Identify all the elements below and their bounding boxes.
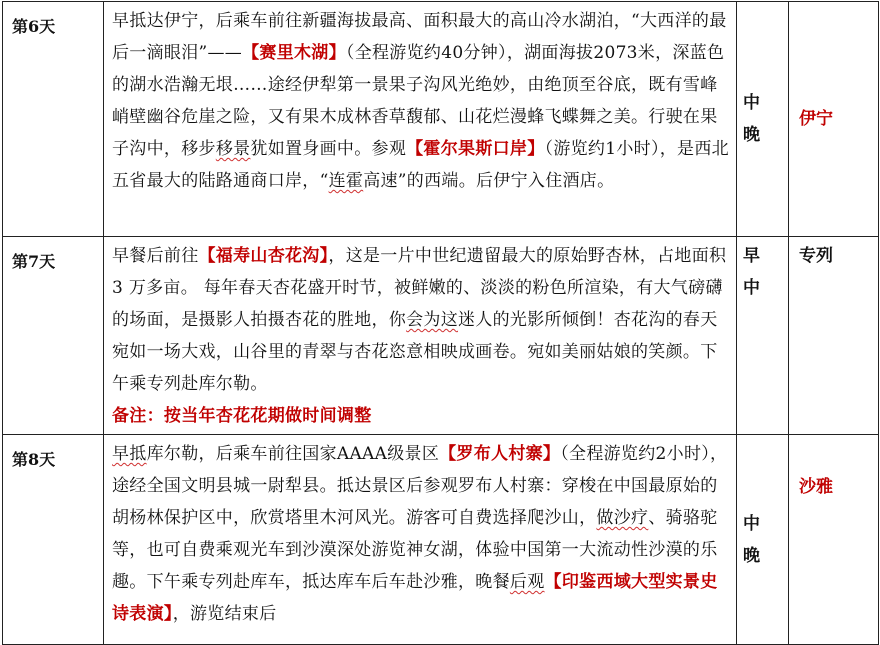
desc-text: 犹如置身画中。参观 bbox=[250, 139, 407, 159]
desc-text: （全程游览约2小时），途经全国文明县城一尉犁县。抵达景区后参观罗布人村寨：穿梭在中国最原始的胡杨林保护区中，欣赏塔里木河风光。游客可自费选择爬沙山， bbox=[112, 444, 728, 528]
desc-text: 连霍 bbox=[328, 171, 364, 191]
desc-text: ，这是一片中世纪遗留最大的原始野杏林，占地面积 3 万多亩。 每年春天杏花盛开时节，被鲜嫩的、淡淡的粉色所渲染，有大气磅礴的场面，是摄影人拍摄杏花的胜地，你 bbox=[112, 246, 727, 330]
meal-label: 晚 bbox=[743, 545, 760, 566]
day-description bbox=[104, 2, 737, 237]
hotel-cell: 沙雅 bbox=[789, 435, 879, 645]
meal-label: 中 bbox=[743, 278, 760, 298]
desc-text: 高速”的西端。后伊宁入住酒店。 bbox=[363, 171, 615, 191]
meal-label: 晚 bbox=[743, 125, 760, 145]
desc-text: 早餐后前往 bbox=[112, 246, 199, 266]
table-row bbox=[3, 237, 879, 435]
day-label: 第6天 bbox=[3, 2, 104, 237]
desc-text: 移景 bbox=[215, 139, 251, 159]
desc-text: ，游览结束后 bbox=[172, 604, 277, 624]
hotel-cell: 专列 bbox=[789, 237, 879, 435]
table-row bbox=[3, 435, 879, 645]
day-description bbox=[104, 237, 737, 435]
meals-cell bbox=[737, 2, 789, 237]
attraction-name: 【霍尔果斯口岸】 bbox=[406, 139, 545, 159]
desc-text: 后观 bbox=[509, 572, 545, 592]
day-description bbox=[104, 435, 737, 645]
itinerary-table bbox=[2, 1, 879, 645]
meal-label: 早 bbox=[743, 246, 760, 266]
attraction-name: 【赛里木湖】 bbox=[242, 43, 346, 63]
desc-text: （游览约1小时），是西北五省最大的陆路通商口岸，“ bbox=[112, 139, 729, 191]
attraction-name: 【罗布人村寨】 bbox=[439, 444, 561, 464]
desc-text: 会为这 bbox=[406, 310, 459, 330]
attraction-name: 【福寿山杏花沟】 bbox=[198, 246, 329, 266]
meals-cell bbox=[737, 237, 789, 435]
note-text: 备注：按当年杏花花期做时间调整 bbox=[112, 406, 372, 426]
desc-text: 早抵 bbox=[112, 444, 147, 464]
attraction-name: 【印鉴西域大型实景史诗表演】 bbox=[112, 572, 718, 624]
day-label: 第7天 bbox=[3, 237, 104, 435]
desc-text: 做沙疗 bbox=[596, 508, 649, 528]
meals-cell bbox=[737, 435, 789, 645]
desc-text: 迷人的光影所倾倒！杏花沟的春天宛如一场大戏，山谷里的青翠与杏花恣意相映成画卷。宛如美丽姑娘的笑颜。下午乘专列赴库尔勒。 bbox=[112, 310, 718, 394]
desc-text: 早抵达伊宁，后乘车前往新疆海拔最高、面积最大的高山冷水湖泊，“大西洋的最后一滴眼泪”—— bbox=[112, 11, 727, 63]
meal-label: 中 bbox=[743, 513, 760, 534]
table-row bbox=[3, 2, 879, 237]
hotel-cell: 伊宁 bbox=[789, 2, 879, 237]
desc-text: 、骑骆驼等，也可自费乘观光车到沙漠深处游览神女湖，体验中国第一大流动性沙漠的乐趣。下午乘专列赴库车，抵达库车后车赴沙雅，晚餐 bbox=[112, 508, 718, 592]
meal-label: 中 bbox=[743, 93, 760, 113]
day-label: 第8天 bbox=[3, 435, 104, 645]
desc-text: （全程游览约40分钟），湖面海拔2073米，深蓝色的湖水浩瀚无垠……途经伊犁第一景果子沟风光绝妙，由绝顶至谷底，既有雪峰峭壁幽谷危崖之险，又有果木成林香草馥郁、山花烂漫蜂飞蝶舞之美。行驶在果子沟中，移步 bbox=[112, 43, 725, 159]
desc-text: 库尔勒，后乘车前往国家AAAA级景区 bbox=[146, 444, 440, 464]
